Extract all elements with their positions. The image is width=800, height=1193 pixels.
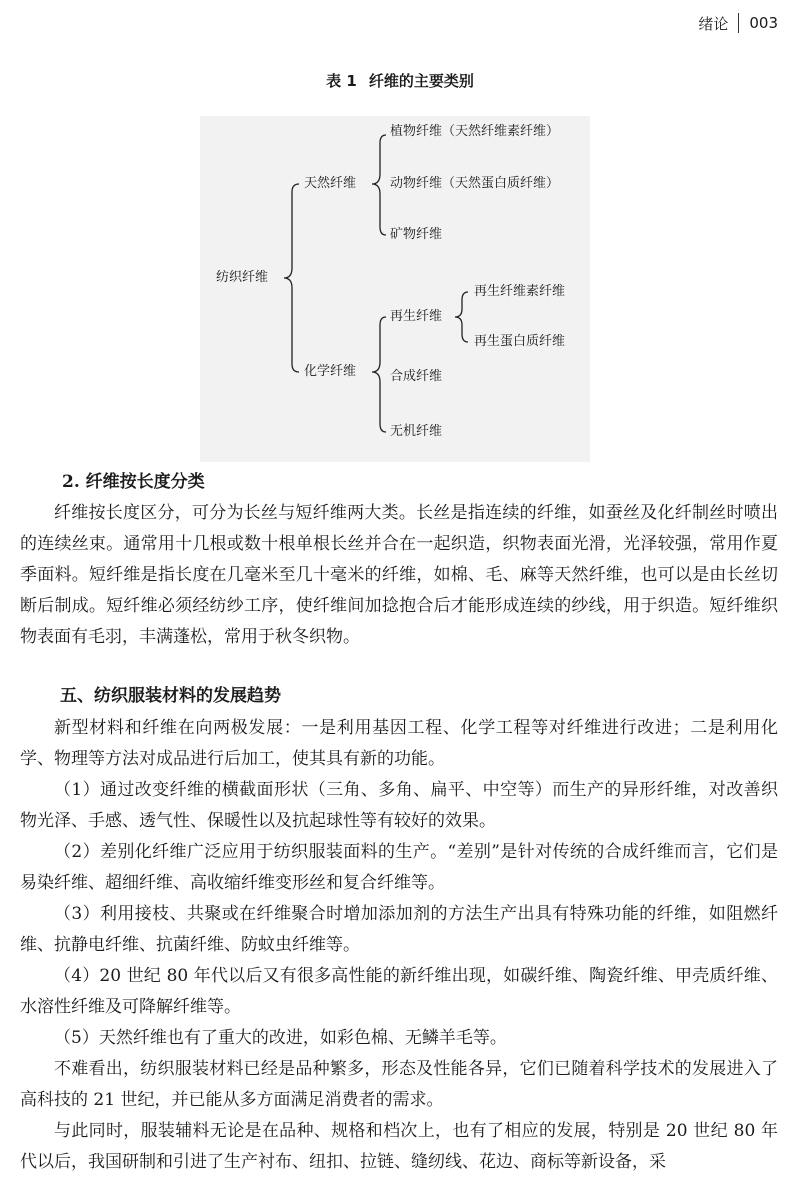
node-regenerated-fiber: 再生纤维 [390, 309, 443, 324]
node-inorganic-fiber: 无机纤维 [390, 424, 443, 439]
section-spacer [0, 653, 800, 679]
node-animal-fiber: 动物纤维（天然蛋白质纤维） [390, 176, 560, 191]
list-item-1: （1）通过改变纤维的横截面形状（三角、多角、扁平、中空等）而生产的异形纤维，对改善织物光泽、手感、透气性、保暖性以及抗起球性等有较好的效果。 [20, 780, 778, 831]
table-title: 纤维的主要类别 [368, 72, 474, 90]
node-mineral-fiber: 矿物纤维 [390, 227, 443, 242]
fiber-classification-diagram [200, 116, 590, 462]
table-caption [0, 70, 800, 91]
node-regenerated-cellulose: 再生纤维素纤维 [474, 284, 566, 299]
paragraph-length-classification: 纤维按长度区分，可分为长丝与短纤维两大类。长丝是指连续的纤维，如蚕丝及化纤制丝时喷出的连续丝束。通常用十几根或数十根单根长丝并合在一起织造，织物表面光滑，光泽较强，常用作夏季面料。短纤维是指长度在几毫米至几十毫米的纤维，如棉、毛、麻等天然纤维，也可以是由长丝切断后制成。短纤维必须经纺纱工序，使纤维间加捻抱合后才能形成连续的纱线，用于织造。短纤维织物表面有毛羽，丰满蓬松，常用于秋冬织物。 [20, 503, 778, 647]
list-item-2: （2）差别化纤维广泛应用于纺织服装面料的生产。“差别”是针对传统的合成纤维而言，它们是易染纤维、超细纤维、高收缩纤维变形丝和复合纤维等。 [20, 842, 778, 893]
node-natural-fiber: 天然纤维 [304, 176, 357, 191]
list-item-5: （5）天然纤维也有了重大的改进，如彩色棉、无鳞羊毛等。 [54, 1028, 507, 1048]
section-heading-length: 2. 纤维按长度分类 [62, 472, 205, 492]
node-synthetic-fiber: 合成纤维 [390, 369, 443, 384]
paragraph-intro: 新型材料和纤维在向两极发展：一是利用基因工程、化学工程等对纤维进行改进；二是利用化学、物理等方法对成品进行后加工，使其具有新的功能。 [20, 718, 778, 769]
node-textile-fiber: 纺织纤维 [216, 270, 269, 285]
body-text [0, 466, 800, 1178]
paragraph-conclusion: 不难看出，纺织服装材料已经是品种繁多，形态及性能各异，它们已随着科学技术的发展进入了高科技的 21 世纪，并已能从多方面满足消费者的需求。 [20, 1059, 778, 1110]
section-heading-trends: 五、纺织服装材料的发展趋势 [60, 686, 281, 706]
chapter-title: 绪论 [698, 14, 729, 33]
list-item-4: （4）20 世纪 80 年代以后又有很多高性能的新纤维出现，如碳纤维、陶瓷纤维、甲壳质纤维、水溶性纤维及可降解纤维等。 [20, 966, 778, 1017]
page-number: 003 [749, 14, 778, 32]
header-divider [738, 13, 739, 33]
node-regenerated-protein: 再生蛋白质纤维 [474, 334, 566, 349]
page-header [698, 10, 778, 36]
node-plant-fiber: 植物纤维（天然纤维素纤维） [390, 124, 560, 139]
node-chemical-fiber: 化学纤维 [304, 364, 357, 379]
list-item-3: （3）利用接枝、共聚或在纤维聚合时增加添加剂的方法生产出具有特殊功能的纤维，如阻燃纤维、抗静电纤维、抗菌纤维、防蚊虫纤维等。 [20, 904, 778, 955]
paragraph-accessories: 与此同时，服装辅料无论是在品种、规格和档次上，也有了相应的发展，特别是 20 世纪 80 年代以后，我国研制和引进了生产衬布、纽扣、拉链、缝纫线、花边、商标等新设备，采 [20, 1121, 778, 1172]
table-label: 表 1 [326, 72, 357, 90]
